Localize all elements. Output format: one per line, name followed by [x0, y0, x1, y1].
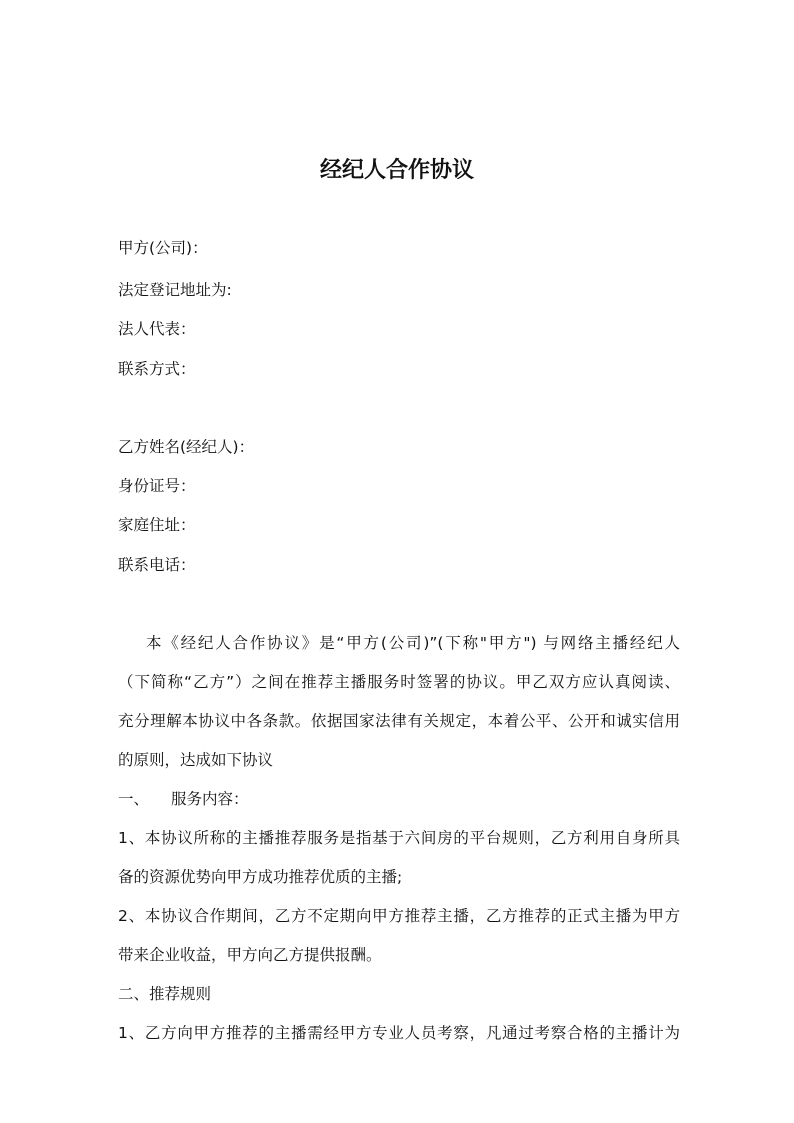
- intro-line: 的原则，达成如下协议: [118, 751, 274, 769]
- party-b-address-label: 家庭住址：: [118, 516, 196, 534]
- intro-line: （下简称“乙方”）之间在推荐主播服务时签署的协议。甲乙双方应认真阅读、: [118, 673, 680, 691]
- section1-number: 一、: [118, 790, 150, 808]
- party-b-name-label: 乙方姓名(经纪人)：: [118, 438, 255, 456]
- section1-item2-line: 2、本协议合作期间，乙方不定期向甲方推荐主播，乙方推荐的正式主播为甲方: [118, 907, 680, 925]
- intro-line: 充分理解本协议中各条款。依据国家法律有关规定，本着公平、公开和诚实信用: [118, 712, 680, 730]
- party-b-phone-label: 联系电话：: [118, 556, 196, 574]
- section1-title: 服务内容：: [171, 790, 249, 808]
- party-a-representative-label: 法人代表：: [118, 320, 196, 338]
- party-b-id-label: 身份证号：: [118, 477, 196, 495]
- section2-item1-line: 1、乙方向甲方推荐的主播需经甲方专业人员考察，凡通过考察合格的主播计为: [118, 1024, 680, 1042]
- party-a-contact-label: 联系方式：: [118, 360, 196, 378]
- document-title: 经纪人合作协议: [319, 157, 474, 183]
- section1-item1-line: 备的资源优势向甲方成功推荐优质的主播;: [118, 868, 403, 886]
- section1-heading: [118, 789, 680, 809]
- section1-item2-line: 带来企业收益，甲方向乙方提供报酬。: [118, 946, 382, 964]
- party-a-address-label: 法定登记地址为:: [118, 281, 232, 299]
- section2-heading: 二、推荐规则: [118, 985, 212, 1003]
- section1-item1-line: 1、本协议所称的主播推荐服务是指基于六间房的平台规则，乙方利用自身所具: [118, 829, 680, 847]
- party-a-name-label: 甲方(公司)：: [118, 239, 208, 257]
- intro-line: 本《经纪人合作协议》是“甲方(公司)”(下称"甲方") 与网络主播经纪人: [146, 634, 680, 652]
